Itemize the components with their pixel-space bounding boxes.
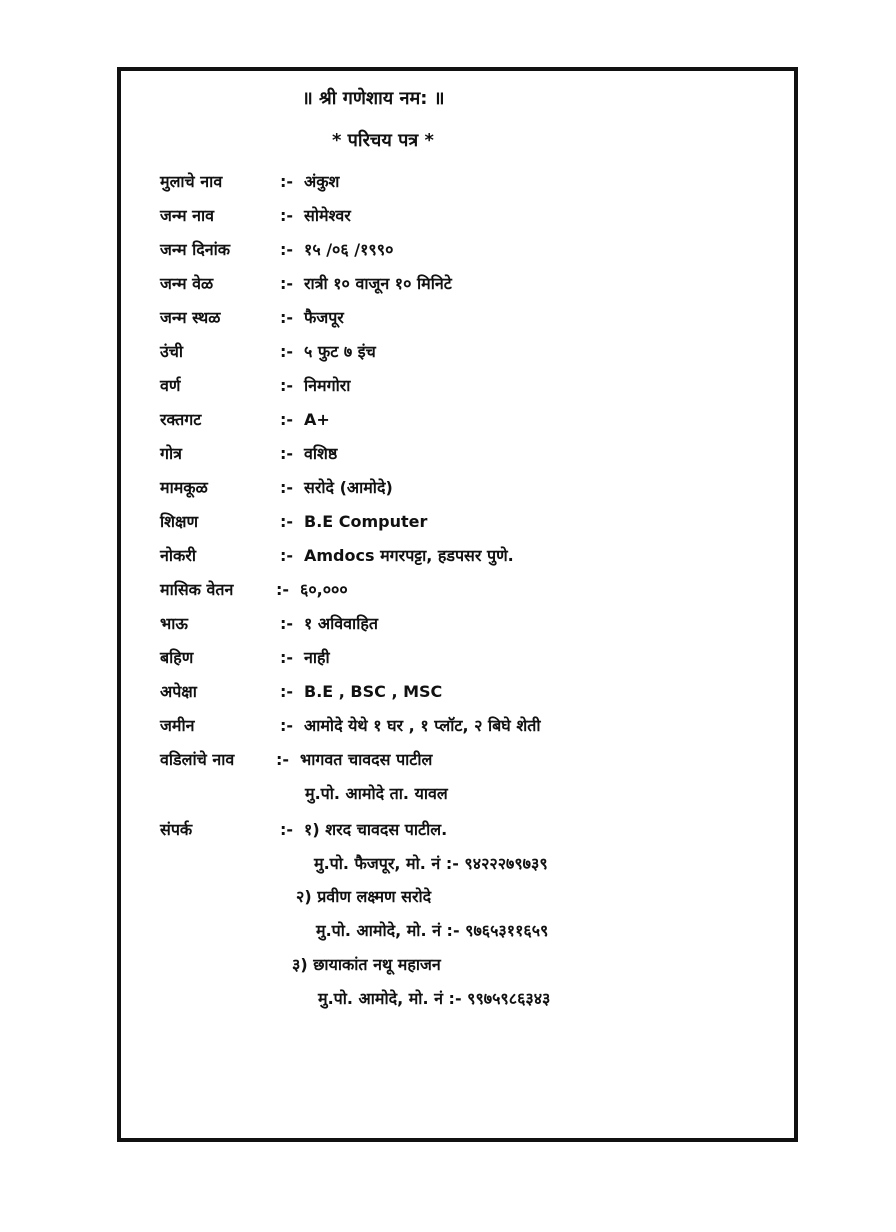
field-value: सरोदे (आमोदे): [304, 478, 393, 497]
field-label: जमीन: [160, 716, 195, 735]
field-row-child-name: [160, 168, 339, 196]
field-value: नाही: [304, 648, 330, 667]
field-label: मुलाचे नाव: [160, 172, 223, 191]
field-label: उंची: [160, 342, 184, 361]
field-row-complexion: [160, 372, 350, 400]
field-label: जन्म वेळ: [160, 274, 214, 293]
field-value: B.E Computer: [304, 512, 428, 531]
field-separator: :-: [280, 444, 294, 463]
field-separator: :-: [280, 614, 294, 633]
contact-person-name: ३) छायाकांत नथू महाजन: [292, 955, 441, 974]
field-label: रक्तगट: [160, 410, 202, 429]
field-row-monthly-salary: [160, 576, 348, 604]
field-value: Amdocs मगरपट्टा, हडपसर पुणे.: [304, 546, 514, 565]
invocation-heading: ॥ श्री गणेशाय नम: ॥: [302, 88, 445, 109]
field-separator: :-: [280, 410, 294, 429]
field-separator: :-: [280, 308, 294, 327]
field-value: १५ /०६ /१९९०: [304, 240, 394, 259]
field-separator: :-: [280, 206, 294, 225]
field-label: गोत्र: [160, 444, 182, 463]
field-label: नोकरी: [160, 546, 197, 565]
field-row-blood-group: [160, 406, 330, 434]
field-value: १ अविवाहित: [304, 614, 378, 633]
field-row-father-name: [160, 746, 432, 774]
contact-separator: :-: [280, 820, 294, 839]
field-row-height: [160, 338, 376, 366]
field-row-sister: [160, 644, 330, 672]
field-label: जन्म स्थळ: [160, 308, 221, 327]
field-label: जन्म दिनांक: [160, 240, 231, 259]
father-address: मु.पो. आमोदे ता. यावल: [305, 784, 448, 803]
field-value: A+: [304, 410, 330, 429]
field-separator: :-: [280, 342, 294, 361]
contact-person-name: १) शरद चावदस पाटील.: [304, 820, 448, 839]
field-separator: :-: [276, 750, 290, 769]
field-separator: :-: [280, 376, 294, 395]
field-separator: :-: [280, 512, 294, 531]
field-row-birth-time: [160, 270, 452, 298]
field-label: शिक्षण: [160, 512, 199, 531]
field-value: फैजपूर: [304, 308, 344, 327]
field-separator: :-: [280, 240, 294, 259]
field-label: अपेक्षा: [160, 682, 197, 701]
field-label: वडिलांचे नाव: [160, 750, 235, 769]
field-row-land: [160, 712, 540, 740]
contact-person-address: मु.पो. आमोदे, मो. नं :- ९९७५९८६३४३: [318, 989, 551, 1008]
field-value: निमगोरा: [304, 376, 351, 395]
field-value: ६०,०००: [300, 580, 348, 599]
contact-person-address: मु.पो. आमोदे, मो. नं :- ९७६५३११६५९: [316, 921, 549, 940]
field-value: भागवत चावदस पाटील: [300, 750, 433, 769]
field-row-maternal-clan: [160, 474, 393, 502]
field-value: रात्री १० वाजून १० मिनिटे: [304, 274, 452, 293]
field-separator: :-: [276, 580, 290, 599]
contact-person-address: मु.पो. फैजपूर, मो. नं :- ९४२२२७९७३९: [314, 854, 548, 873]
field-separator: :-: [280, 478, 294, 497]
document-title: * परिचय पत्र *: [332, 130, 434, 151]
field-label: मामकूळ: [160, 478, 208, 497]
field-row-birth-name: [160, 202, 351, 230]
contact-person-name: २) प्रवीण लक्ष्मण सरोदे: [296, 887, 432, 906]
field-label: जन्म नाव: [160, 206, 215, 225]
field-value: अंकुश: [304, 172, 340, 191]
field-separator: :-: [280, 546, 294, 565]
field-value: आमोदे येथे १ घर , १ प्लॉट, २ बिघे शेती: [304, 716, 541, 735]
field-value: वशिष्ठ: [304, 444, 338, 463]
field-row-education: [160, 508, 427, 536]
field-value: सोमेश्वर: [304, 206, 351, 225]
field-row-expectation: [160, 678, 442, 706]
contact-row: [160, 816, 447, 844]
field-separator: :-: [280, 274, 294, 293]
field-row-gotra: [160, 440, 337, 468]
contact-label: संपर्क: [160, 820, 193, 839]
field-separator: :-: [280, 172, 294, 191]
field-row-job: [160, 542, 514, 570]
field-row-birth-place: [160, 304, 344, 332]
field-label: भाऊ: [160, 614, 188, 633]
field-value: ५ फुट ७ इंच: [304, 342, 376, 361]
field-row-birth-date: [160, 236, 393, 264]
field-label: वर्ण: [160, 376, 181, 395]
field-separator: :-: [280, 716, 294, 735]
field-label: मासिक वेतन: [160, 580, 234, 599]
field-separator: :-: [280, 648, 294, 667]
field-label: बहिण: [160, 648, 194, 667]
field-value: B.E , BSC , MSC: [304, 682, 443, 701]
field-row-brother: [160, 610, 378, 638]
field-separator: :-: [280, 682, 294, 701]
